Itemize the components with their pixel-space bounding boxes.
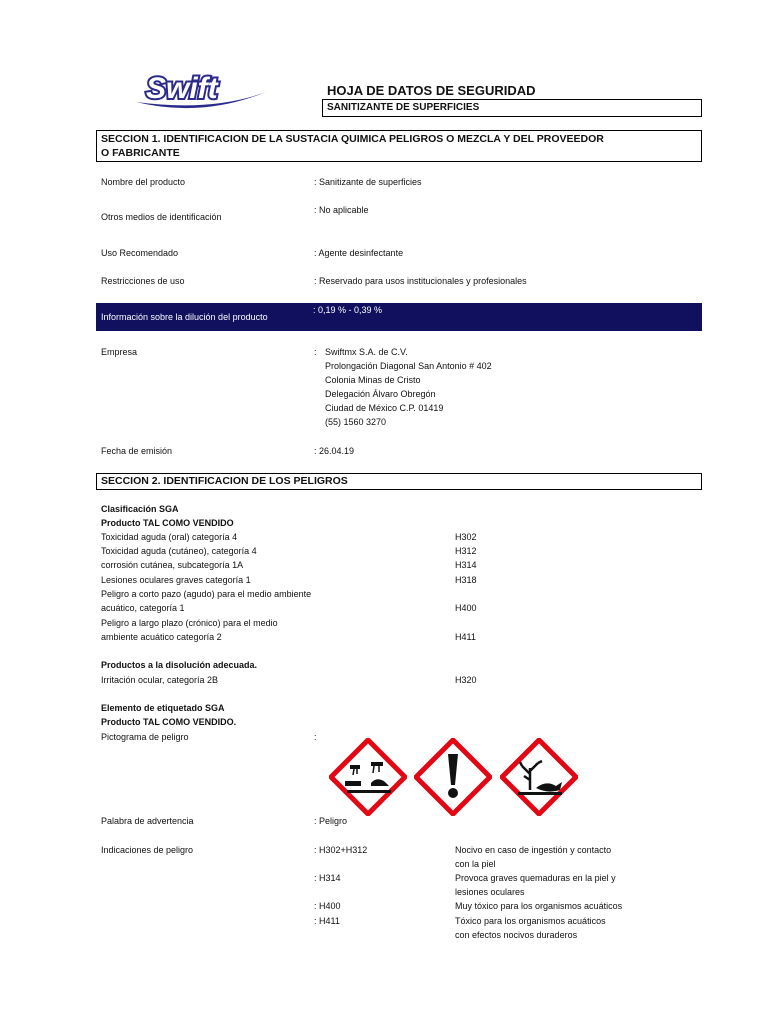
signal-word-value: : Peligro	[314, 816, 348, 826]
dilution-info-value: : 0,19 % - 0,39 %	[313, 305, 383, 315]
dilution-hazard-code: H320	[455, 675, 477, 685]
issue-date-value: : 26.04.19	[314, 446, 355, 456]
product-as-sold-heading: Producto TAL COMO VENDIDO	[101, 518, 234, 528]
hazard-code: H302	[455, 532, 477, 542]
statement-text: Nocivo en caso de ingestión y contacto	[455, 845, 612, 855]
hazard-class: Lesiones oculares graves categoría 1	[101, 575, 251, 585]
field-value-product-name: : Sanitizante de superficies	[314, 177, 422, 187]
company-colon: :	[314, 347, 317, 357]
hazard-code: H312	[455, 546, 477, 556]
hazard-code: H318	[455, 575, 477, 585]
svg-text:Swift: Swift	[146, 72, 218, 105]
section-1-title-line2: O FABRICANTE	[101, 147, 180, 159]
exclamation-pictogram-icon	[414, 738, 492, 816]
company-label: Empresa	[101, 347, 138, 357]
field-label-other-id: Otros medios de identificación	[101, 212, 222, 222]
hazard-class: Peligro a largo plazo (crónico) para el medio	[101, 618, 278, 628]
section-1-header	[96, 130, 702, 162]
company-line: Prolongación Diagonal San Antonio # 402	[325, 361, 492, 371]
ghs-classification-heading: Clasificación SGA	[101, 504, 179, 514]
hazard-class: Toxicidad aguda (oral) categoría 4	[101, 532, 238, 542]
company-line: Swiftmx S.A. de C.V.	[325, 347, 408, 357]
document-title: HOJA DE DATOS DE SEGURIDAD	[327, 83, 536, 98]
field-label-use-restrictions: Restricciones de uso	[101, 276, 185, 286]
hazard-class: acuático, categoría 1	[101, 603, 185, 613]
hazard-class: Peligro a corto pazo (agudo) para el medio ambiente	[101, 589, 312, 599]
company-phone: (55) 1560 3270	[325, 417, 387, 427]
pictogram-colon: :	[314, 732, 317, 742]
statement-code: : H411	[314, 916, 340, 926]
field-value-recommended-use: : Agente desinfectante	[314, 248, 404, 258]
hazard-code: H400	[455, 603, 477, 613]
field-value-other-id: : No aplicable	[314, 205, 369, 215]
statement-text: lesiones oculares	[455, 887, 525, 897]
statement-code: : H314	[314, 873, 341, 883]
hazard-statements-label: Indicaciones de peligro	[101, 845, 194, 855]
statement-text: con efectos nocivos duraderos	[455, 930, 578, 940]
company-line: Delegación Álvaro Obregón	[325, 389, 436, 399]
dilution-hazard-class: Irritación ocular, categoría 2B	[101, 675, 219, 685]
swift-logo	[132, 66, 268, 118]
statement-text: Provoca graves quemaduras en la piel y	[455, 873, 616, 883]
hazard-class: Toxicidad aguda (cutáneo), categoría 4	[101, 546, 257, 556]
statement-text: con la piel	[455, 859, 496, 869]
hazard-class: corrosión cutánea, subcategoría 1A	[101, 560, 244, 570]
dilution-products-heading: Productos a la disolución adecuada.	[101, 660, 258, 670]
hazard-code: H411	[455, 632, 476, 642]
field-label-recommended-use: Uso Recomendado	[101, 248, 179, 258]
statement-text: Muy tóxico para los organismos acuáticos	[455, 901, 623, 911]
ghs-label-heading: Elemento de etiquetado SGA	[101, 703, 225, 713]
field-value-use-restrictions: : Reservado para usos institucionales y profesionales	[314, 276, 527, 286]
dilution-info-label: Información sobre la dilución del producto	[101, 312, 268, 322]
section-2-header: SECCION 2. IDENTIFICACION DE LOS PELIGROS	[96, 473, 702, 490]
statement-code: : H302+H312	[314, 845, 368, 855]
field-label-product-name: Nombre del producto	[101, 177, 186, 187]
company-line: Colonia Minas de Cristo	[325, 375, 421, 385]
pictogram-label: Pictograma de peligro	[101, 732, 189, 742]
hazard-class: ambiente acuático categoría 2	[101, 632, 222, 642]
product-as-sold-heading-2: Producto TAL COMO VENDIDO.	[101, 717, 237, 727]
statement-text: Tóxico para los organismos acuáticos	[455, 916, 606, 926]
environment-pictogram-icon	[500, 738, 578, 816]
statement-code: : H400	[314, 901, 341, 911]
section-1-title-line1: SECCION 1. IDENTIFICACION DE LA SUSTACIA QUIMICA PELIGROS O MEZCLA Y DEL PROVEEDOR	[101, 133, 604, 145]
product-subtitle: SANITIZANTE DE SUPERFICIES	[322, 99, 702, 117]
signal-word-label: Palabra de advertencia	[101, 816, 194, 826]
hazard-code: H314	[455, 560, 477, 570]
corrosion-pictogram-icon	[329, 738, 407, 816]
issue-date-label: Fecha de emisión	[101, 446, 173, 456]
dilution-info-band	[96, 303, 702, 331]
company-line: Ciudad de México C.P. 01419	[325, 403, 444, 413]
